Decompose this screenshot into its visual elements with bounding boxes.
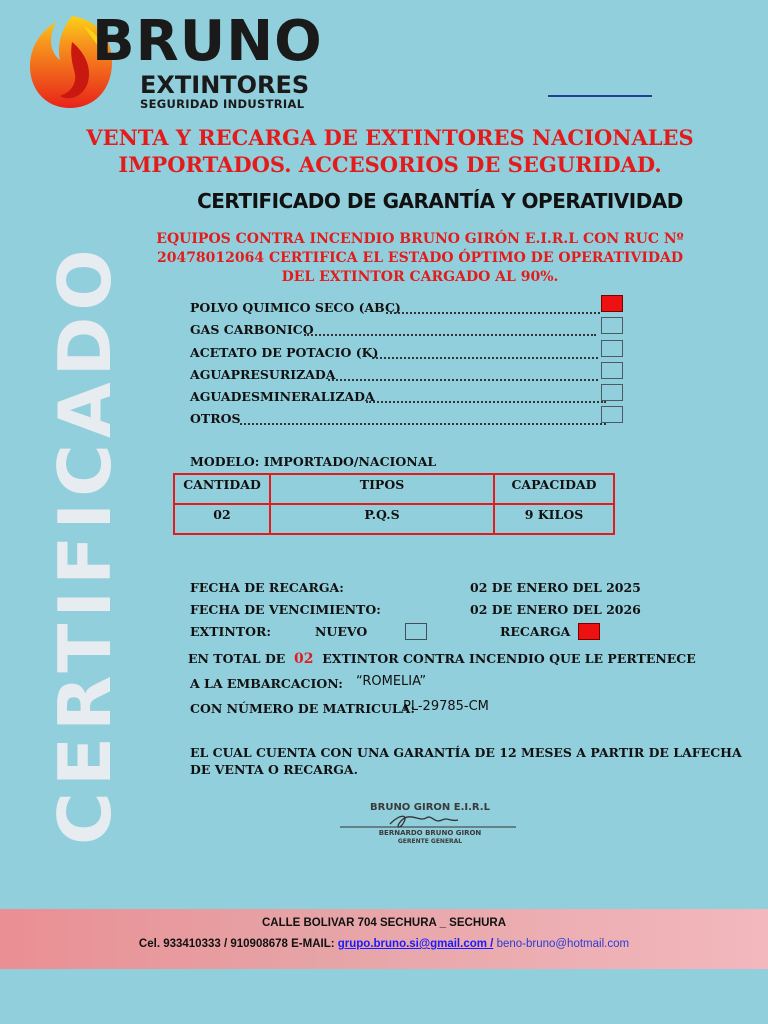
certificate-title: CERTIFICADO DE GARANTÍA Y OPERATIVIDAD	[197, 189, 683, 213]
header-cantidad: CANTIDAD	[174, 474, 270, 504]
option-checkbox[interactable]	[601, 362, 623, 379]
vencimiento-date-value: 02 DE ENERO DEL 2026	[470, 602, 641, 617]
option-aguadesmineralizada	[190, 387, 630, 407]
intro-line-2: 20478012064 CERTIFICA EL ESTADO ÓPTIMO DE OPERATIVIDAD	[156, 250, 684, 266]
recarga-label: RECARGA	[500, 624, 571, 639]
vessel-name: “ROMELIA”	[356, 674, 427, 689]
footer-phones: Cel. 933410333 / 910908678 E-MAIL:	[138, 938, 335, 950]
footer-contact	[0, 938, 768, 950]
option-label: OTROS	[190, 411, 241, 426]
option-label: AGUAPRESURIZADA	[190, 367, 336, 382]
option-aguapresurizada	[190, 365, 630, 385]
logo-subtitle: EXTINTORES	[140, 71, 310, 99]
option-checkbox[interactable]	[601, 384, 623, 401]
leader-dots	[328, 365, 598, 381]
option-polvo-quimico	[190, 298, 630, 318]
logo-tagline: SEGURIDAD INDUSTRIAL	[140, 97, 305, 111]
signature-name: BERNARDO BRUNO GIRON	[378, 829, 482, 837]
header-tipos: TIPOS	[270, 474, 494, 504]
option-acetato-potacio	[190, 343, 630, 363]
signature-company: BRUNO GIRON E.I.R.L	[370, 802, 490, 813]
option-checkbox[interactable]	[601, 295, 623, 312]
intro-line-3: DEL EXTINTOR CARGADO AL 90%.	[281, 269, 559, 285]
equipment-table	[173, 473, 615, 535]
signature-stamp	[330, 800, 530, 850]
matricula-label: CON NÚMERO DE MATRICULA:	[190, 701, 415, 716]
matricula-value: PL-29785-CM	[403, 699, 489, 714]
business-headline	[60, 124, 720, 178]
recarga-date-label: FECHA DE RECARGA:	[190, 580, 344, 595]
total-suffix: EXTINTOR CONTRA INCENDIO QUE LE PERTENECE	[322, 651, 696, 666]
headline-line-1: VENTA Y RECARGA DE EXTINTORES NACIONALES	[86, 125, 694, 150]
table-row	[174, 504, 614, 534]
logo-wordmark: BRUNO	[92, 9, 323, 74]
warranty-text	[190, 744, 742, 778]
leader-dots	[372, 343, 598, 359]
total-count: 02	[294, 651, 314, 667]
email-link-gmail[interactable]: grupo.bruno.si@gmail.com /	[337, 938, 494, 950]
nuevo-checkbox[interactable]	[405, 623, 427, 640]
vessel-label: A LA EMBARCACION:	[190, 676, 343, 691]
certification-statement	[140, 230, 700, 287]
certificado-watermark: CERTIFICADO	[43, 243, 127, 845]
header-capacidad: CAPACIDAD	[494, 474, 614, 504]
footer-address: CALLE BOLIVAR 704 SECHURA _ SECHURA	[261, 917, 507, 929]
warranty-line-1: EL CUAL CUENTA CON UNA GARANTÍA DE 12 MESES A PARTIR DE LAFECHA	[190, 745, 742, 760]
intro-line-1: EQUIPOS CONTRA INCENDIO BRUNO GIRÓN E.I.R.L CON RUC Nº	[156, 231, 684, 247]
extintor-label: EXTINTOR:	[190, 624, 271, 639]
leader-dots	[366, 387, 606, 403]
option-checkbox[interactable]	[601, 406, 623, 423]
option-label: GAS CARBONICO	[190, 322, 314, 337]
cell-tipos: P.Q.S	[270, 504, 494, 534]
leader-dots	[240, 409, 606, 425]
vencimiento-date-label: FECHA DE VENCIMIENTO:	[190, 602, 381, 617]
option-label: POLVO QUIMICO SECO (ABC)	[190, 300, 401, 315]
cell-cantidad: 02	[174, 504, 270, 534]
headline-line-2: IMPORTADOS. ACCESORIOS DE SEGURIDAD.	[118, 152, 662, 177]
total-prefix: EN TOTAL DE	[188, 651, 286, 666]
recarga-date-value: 02 DE ENERO DEL 2025	[470, 580, 641, 595]
option-label: ACETATO DE POTACIO (K)	[190, 345, 379, 360]
signature-title: GERENTE GENERAL	[397, 838, 463, 845]
option-otros	[190, 409, 630, 429]
model-label: MODELO: IMPORTADO/NACIONAL	[190, 454, 437, 469]
leader-dots	[386, 298, 600, 314]
nuevo-label: NUEVO	[315, 624, 368, 639]
warranty-line-2: DE VENTA O RECARGA.	[190, 762, 358, 777]
cell-capacidad: 9 KILOS	[494, 504, 614, 534]
option-checkbox[interactable]	[601, 317, 623, 334]
handwritten-signature	[390, 816, 458, 827]
leader-dots	[304, 320, 596, 336]
option-checkbox[interactable]	[601, 340, 623, 357]
decorative-divider	[548, 95, 652, 97]
table-header-row	[174, 474, 614, 504]
option-gas-carbonico	[190, 320, 630, 340]
recarga-checkbox[interactable]	[578, 623, 600, 640]
total-statement	[188, 651, 696, 667]
email-link-hotmail[interactable]: beno-bruno@hotmail.com	[496, 938, 630, 950]
option-label: AGUADESMINERALIZADA	[190, 389, 375, 404]
